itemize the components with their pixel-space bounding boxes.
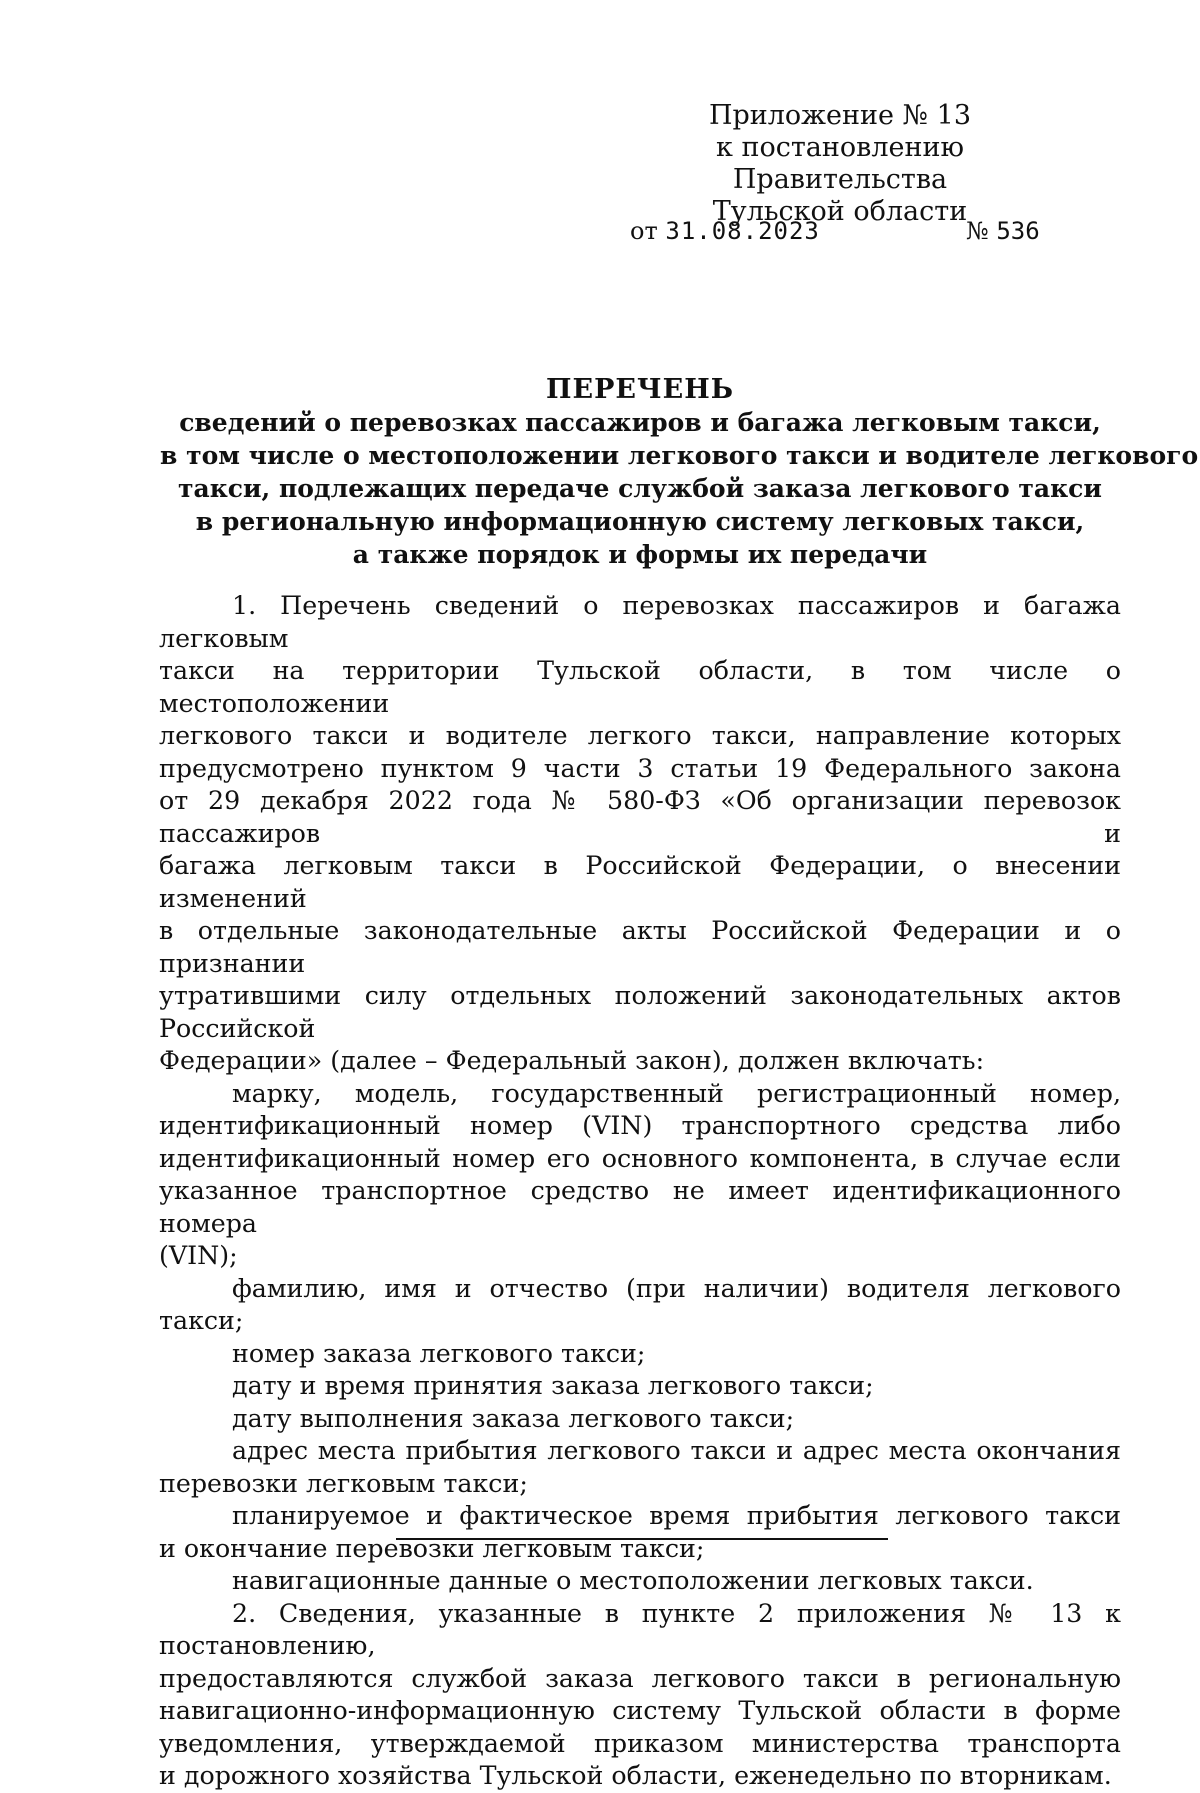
text-line: легкового такси и водителе легкого такси, направление которых <box>159 721 1121 750</box>
list-item-order-number <box>159 1338 1121 1371</box>
appendix-line-1: Приложение № 13 <box>708 100 972 131</box>
title-line: такси, подлежащих передаче службой заказа легкового такси <box>178 474 1102 503</box>
text-line: и окончание перевозки легковым такси; <box>159 1533 705 1563</box>
text-line: перевозки легковым такси; <box>159 1468 528 1498</box>
title-line: а также порядок и формы их передачи <box>352 540 928 569</box>
list-item-driver <box>159 1273 1121 1338</box>
text-line: предусмотрено пунктом 9 части 3 статьи 19 Федерального закона <box>159 753 1121 783</box>
text-line: такси на территории Тульской области, в том числе о местоположении <box>159 656 1121 718</box>
issue-number: 536 <box>996 217 1040 245</box>
title-main: ПЕРЕЧЕНЬ <box>546 374 734 405</box>
text-line: фамилию, имя и отчество (при наличии) водителя легкового такси; <box>159 1273 1121 1335</box>
title-line: сведений о перевозках пассажиров и багажа легковым такси, <box>179 408 1101 437</box>
text-line: дату и время принятия заказа легкового такси; <box>232 1371 874 1400</box>
list-item-vehicle <box>159 1078 1121 1273</box>
date-prefix: от <box>630 217 658 245</box>
text-line: навигационно-информационную систему Тульской области в форме <box>159 1696 1121 1725</box>
document-title <box>160 373 1199 571</box>
issue-number-group <box>966 215 1040 247</box>
text-line: 2. Сведения, указанные в пункте 2 приложения № 13 к постановлению, <box>159 1598 1121 1660</box>
text-line: 1. Перечень сведений о перевозках пассажиров и багажа легковым <box>159 591 1121 653</box>
text-line: утратившими силу отдельных положений законодательных актов Российской <box>159 981 1121 1043</box>
issue-date-line <box>630 215 1060 247</box>
list-item-order-completed <box>159 1403 1121 1436</box>
text-line: предоставляются службой заказа легкового такси в региональную <box>159 1663 1121 1693</box>
text-line: идентификационный номер его основного компонента, в случае если <box>159 1143 1121 1173</box>
title-line: в региональную информационную систему легковых такси, <box>195 507 1085 536</box>
text-line: багажа легковым такси в Российской Федерации, о внесении изменений <box>159 851 1121 913</box>
appendix-line-2: к постановлению Правительства <box>716 132 964 195</box>
list-item-times <box>159 1500 1121 1565</box>
text-line: (VIN); <box>159 1241 238 1270</box>
appendix-header <box>620 100 1060 228</box>
document-body <box>159 590 1121 1793</box>
text-line: указанное транспортное средство не имеет идентификационного номера <box>159 1176 1121 1238</box>
text-line: навигационные данные о местоположении легковых такси. <box>232 1566 1034 1595</box>
list-item-order-accepted <box>159 1370 1121 1403</box>
paragraph-1 <box>159 590 1121 1078</box>
text-line: адрес места прибытия легкового такси и адрес места окончания <box>232 1436 1121 1465</box>
list-item-navigation <box>159 1565 1121 1598</box>
list-item-addresses <box>159 1435 1121 1500</box>
text-line: уведомления, утверждаемой приказом министерства транспорта <box>159 1728 1121 1758</box>
appendix-line-3: Тульской области <box>712 196 968 227</box>
text-line: планируемое и фактическое время прибытия легкового такси <box>232 1501 1121 1530</box>
number-sign: № <box>966 217 989 245</box>
text-line: в отдельные законодательные акты Российской Федерации и о признании <box>159 916 1121 978</box>
text-line: дату выполнения заказа легкового такси; <box>232 1403 795 1433</box>
text-line: Федерации» (далее – Федеральный закон), должен включать: <box>159 1046 985 1075</box>
text-line: идентификационный номер (VIN) транспортного средства либо <box>159 1111 1121 1140</box>
text-line: номер заказа легкового такси; <box>232 1338 646 1368</box>
paragraph-2 <box>159 1598 1121 1793</box>
issue-date: 31.08.2023 <box>665 217 820 245</box>
closing-rule <box>396 1538 888 1540</box>
text-line: от 29 декабря 2022 года № 580-ФЗ «Об организации перевозок пассажиров и <box>159 786 1121 848</box>
text-line: и дорожного хозяйства Тульской области, еженедельно по вторникам. <box>159 1761 1112 1790</box>
text-line: марку, модель, государственный регистрационный номер, <box>232 1078 1121 1108</box>
title-line: в том числе о местоположении легкового такси и водителе легкового <box>160 441 1199 470</box>
